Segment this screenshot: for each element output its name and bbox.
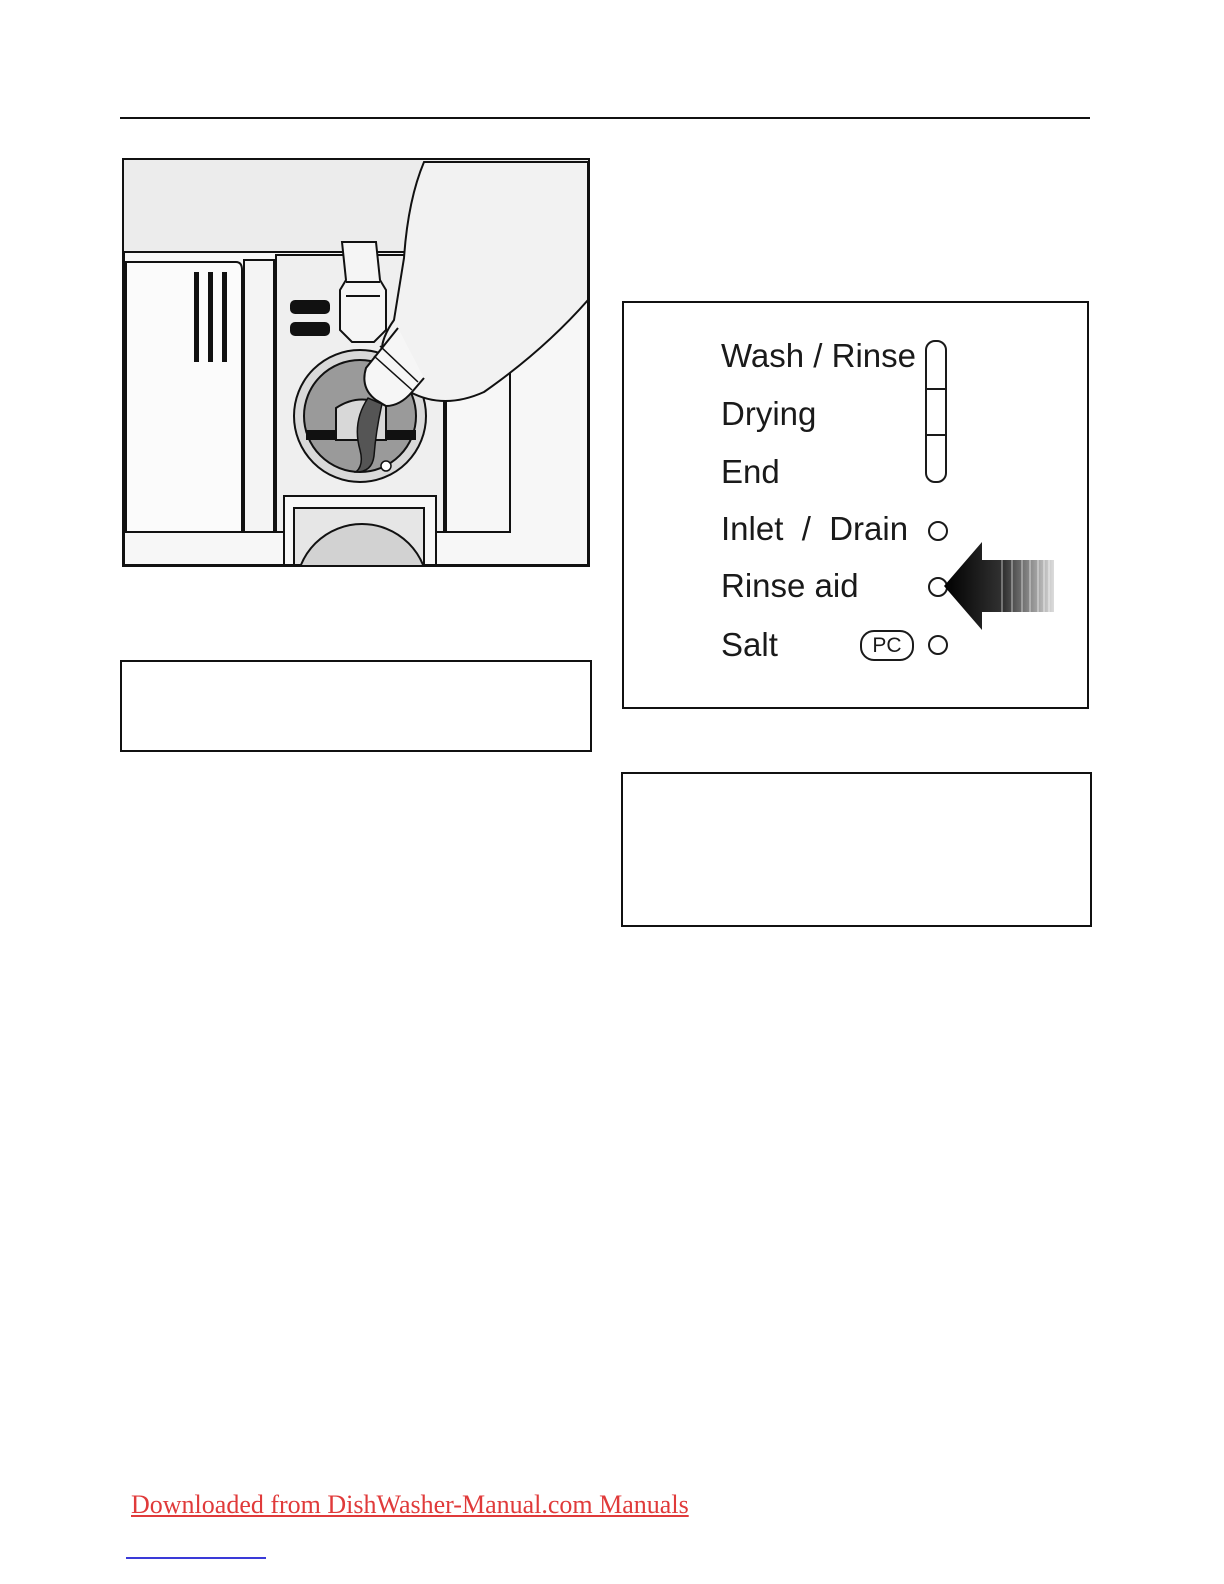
pc-badge: PC bbox=[860, 630, 914, 661]
note-box-right bbox=[621, 772, 1092, 927]
note-box-left bbox=[120, 660, 592, 752]
label-end: End bbox=[721, 453, 780, 490]
label-drying: Drying bbox=[721, 395, 817, 432]
label-wash-rinse: Wash / Rinse bbox=[721, 337, 917, 374]
indicator-panel bbox=[622, 301, 1089, 709]
label-salt: Salt bbox=[721, 626, 778, 663]
label-inlet-drain: Inlet / Drain bbox=[721, 510, 909, 547]
label-rinse-aid: Rinse aid bbox=[721, 567, 859, 604]
progress-bar-indicator bbox=[925, 340, 947, 483]
salt-indicator-light bbox=[928, 635, 948, 655]
header-rule bbox=[120, 117, 1090, 119]
bar-divider bbox=[927, 434, 945, 436]
footer-download-link[interactable]: Downloaded from DishWasher-Manual.com Manuals bbox=[131, 1490, 689, 1519]
footer-rule bbox=[126, 1557, 266, 1559]
dispenser-illustration bbox=[122, 158, 590, 567]
pointer-arrow-icon bbox=[942, 540, 1054, 632]
rinse-aid-bottle-icon bbox=[124, 160, 588, 565]
bar-divider bbox=[927, 388, 945, 390]
inlet-drain-indicator-light bbox=[928, 521, 948, 541]
